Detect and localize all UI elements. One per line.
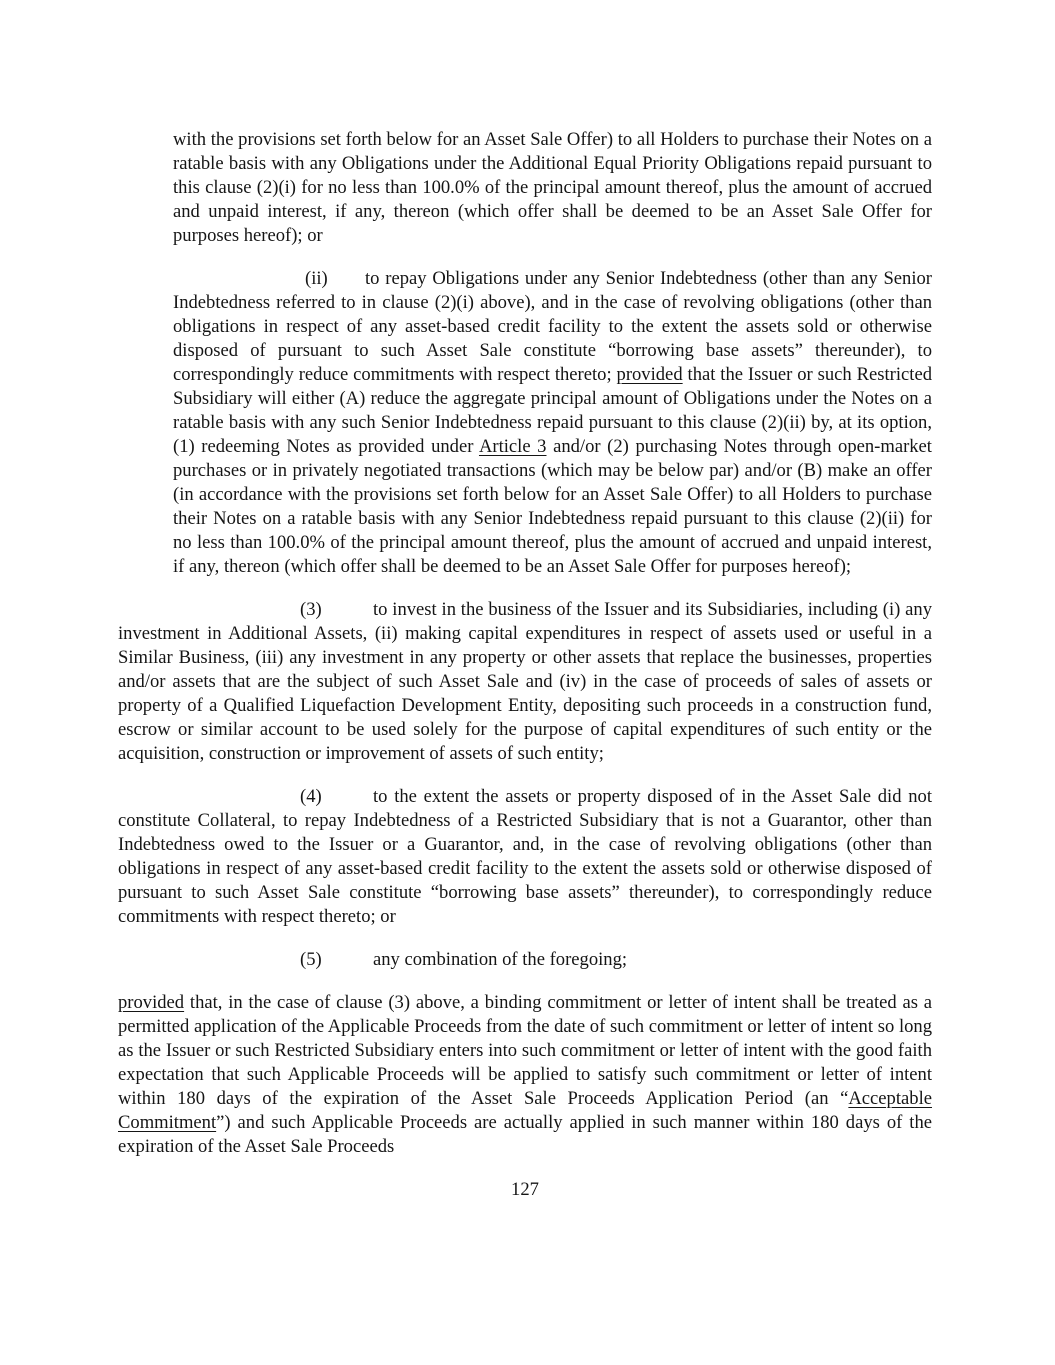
cross-reference-article-3: Article 3	[478, 436, 547, 457]
page-number: 127	[511, 1179, 539, 1200]
paragraph-continuation	[173, 128, 932, 248]
paragraph-text: with the provisions set forth below for an Asset Sale Offer) to all Holders to purchase their Notes on a ratable basis with any Obligations under the Additional Equal Priority Obligations repaid pursuant to this clause (2)(i) for no less than 100.0% of the principal amount thereof, plus the amount of accrued and unpaid interest, if any, thereon (which offer shall be deemed to be an Asset Sale Offer for purposes hereof); or	[173, 129, 932, 246]
paragraph-text: and/or (2) purchasing Notes through open-market purchases or in privately negotiated transactions (which may be below par) and/or (B) make an offer (in accordance with the provisions set forth below for an Asset Sale Offer) to all Holders to purchase their Notes on a ratable basis with any Senior Indebtedness repaid pursuant to this clause (2)(ii) for no less than 100.0% of the principal amount thereof, plus the amount of accrued and unpaid interest, if any, thereon (which offer shall be deemed to be an Asset Sale Offer for purposes hereof);	[173, 436, 932, 577]
defined-term-provided: provided	[616, 364, 683, 385]
paragraph-text: to invest in the business of the Issuer and its Subsidiaries, including (i) any investment in Additional Assets, (ii) making capital expenditures in respect of assets used or useful in a Similar Business, (iii) any investment in any property or other assets that replace the businesses, properties and/or assets that are the subject of such Asset Sale and (iv) in the case of proceeds of sales of assets or property of a Qualified Liquefaction Development Entity, depositing such proceeds in a construction fund, escrow or similar account to be used solely for the purpose of capital expenditures of such entity or the acquisition, construction or improvement of assets of such entity;	[118, 599, 932, 764]
paragraph-text: that, in the case of clause (3) above, a binding commitment or letter of intent shall be treated as a permitted application of the Applicable Proceeds from the date of such commitment or letter of intent so long as the Issuer or such Restricted Subsidiary enters into such commitment or letter of intent with the good faith expectation that such Applicable Proceeds will be applied to satisfy such commitment or letter of intent within 180 days of the expiration of the Asset Sale Proceeds Application Period (an “	[118, 992, 932, 1109]
paragraph-text: to the extent the assets or property disposed of in the Asset Sale did not constitute Collateral, to repay Indebtedness of a Restricted Subsidiary that is not a Guarantor, other than Indebtedness owed to the Issuer or a Guarantor, and, in the case of revolving obligations (other than obligations in respect of any asset-based credit facility to the extent the assets sold or otherwise disposed of pursuant to such Asset Sale constitute “borrowing base assets” thereunder), to correspondingly reduce commitments with respect thereto; or	[118, 786, 932, 927]
clause-label-4: (4)	[300, 786, 322, 807]
defined-term-provided: provided	[118, 992, 185, 1013]
paragraph-text: ”) and such Applicable Proceeds are actually applied in such manner within 180 days of the expiration of the Asset Sale Proceeds	[118, 1112, 932, 1157]
paragraph-text: any combination of the foregoing;	[373, 949, 628, 970]
paragraph-proviso	[118, 991, 932, 1159]
clause-label-ii: (ii)	[305, 268, 328, 289]
paragraph-clause-4	[118, 785, 932, 929]
paragraph-text: that the Issuer or such Restricted Subsidiary will either (A) reduce the aggregate principal amount of Obligations under the Notes on a ratable basis with any such Senior Indebtedness repaid pursuant to this clause (2)(ii) by, at its option, (1) redeeming Notes as provided under	[173, 364, 932, 457]
paragraph-clause-ii	[173, 267, 932, 579]
clause-label-5: (5)	[300, 949, 322, 970]
clause-label-3: (3)	[300, 599, 322, 620]
paragraph-clause-3	[118, 598, 932, 766]
paragraph-text: to repay Obligations under any Senior Indebtedness (other than any Senior Indebtedness referred to in clause (2)(i) above), and in the case of revolving obligations (other than obligations in respect of any asset-based credit facility to the extent the assets sold or otherwise disposed of pursuant to such Asset Sale constitute “borrowing base assets” thereunder), to correspondingly reduce commitments with respect thereto;	[173, 268, 932, 385]
paragraph-clause-5	[118, 948, 932, 972]
defined-term-acceptable-commitment: Acceptable Commitment	[118, 1088, 932, 1133]
